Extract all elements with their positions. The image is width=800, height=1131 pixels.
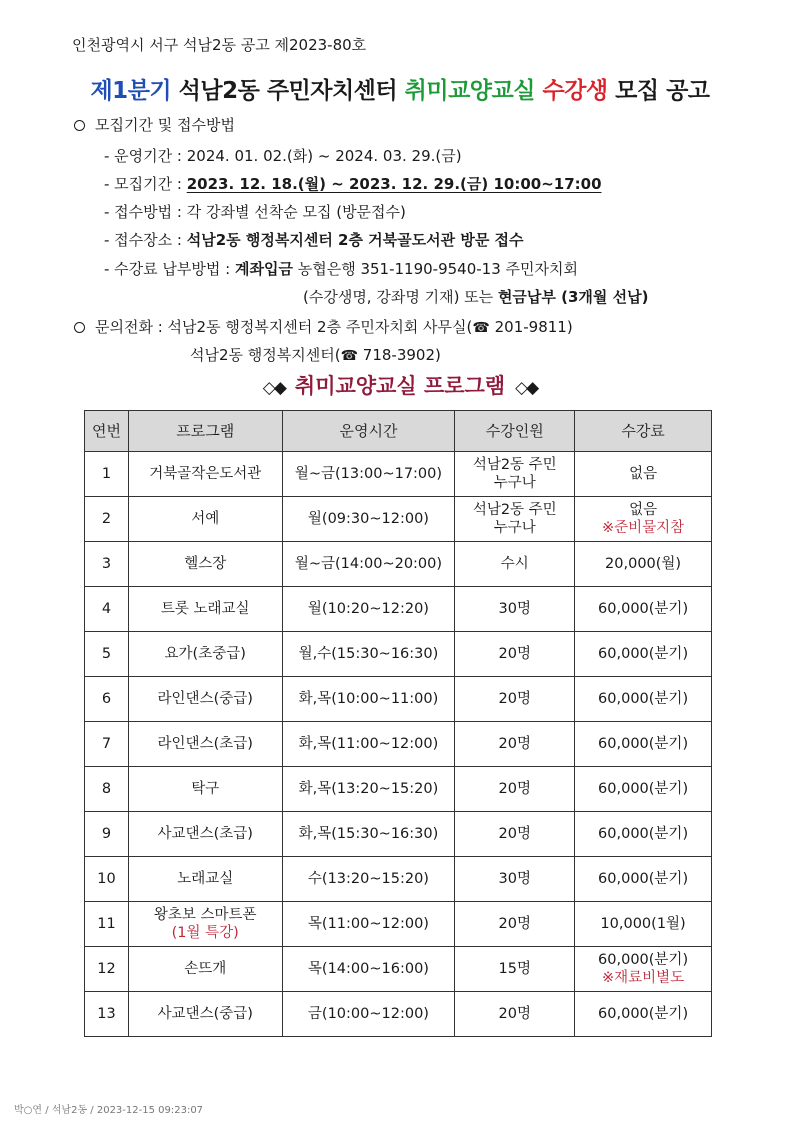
cell-no (85, 812, 129, 857)
cell-capacity (455, 767, 575, 812)
cell-program (128, 767, 282, 812)
cell-time (282, 542, 455, 587)
table-row (85, 812, 712, 857)
cell-time-text: 화,목(10:00~11:00) (298, 691, 439, 707)
cell-fee (575, 947, 712, 992)
cell-capacity (455, 722, 575, 767)
payment-method-label: - 수강료 납부방법 : (104, 260, 235, 278)
cell-program (128, 992, 282, 1037)
cell-no (85, 632, 129, 677)
contact-phone (74, 316, 573, 337)
application-place-value: 석남2동 행정복지센터 2층 거북골도서관 방문 접수 (186, 231, 524, 249)
table-row (85, 857, 712, 902)
payment-bank-account: 농협은행 351-1190-9540-13 주민자치회 (292, 260, 578, 278)
payment-note: (수강생명, 강좌명 기재) 또는 (303, 288, 498, 306)
cell-time-text: 월(10:20~12:20) (307, 601, 429, 617)
cell-fee-text: 60,000(분기) (598, 601, 689, 617)
cell-no-text: 1 (101, 466, 112, 482)
cell-no (85, 767, 129, 812)
cell-time-text: 목(11:00~12:00) (307, 916, 429, 932)
cell-no-text: 8 (101, 781, 112, 797)
cell-program-text: 손뜨개 (184, 961, 227, 977)
phone-icon: ☎ (472, 320, 490, 336)
cell-no-text: 13 (97, 1006, 116, 1022)
cell-no (85, 587, 129, 632)
cell-fee-text: 60,000(분기) (598, 646, 689, 662)
cell-fee-text: 20,000(월) (605, 556, 682, 572)
table-row (85, 632, 712, 677)
payment-bank-transfer: 계좌입금 (234, 260, 293, 278)
cell-no (85, 992, 129, 1037)
cell-time (282, 902, 455, 947)
cell-time-text: 월(09:30~12:00) (307, 511, 429, 527)
cell-program (128, 452, 282, 497)
cell-fee-text: 60,000(분기) (598, 871, 689, 887)
cell-program-text: 거북골작은도서관 (149, 466, 262, 482)
cell-program (128, 947, 282, 992)
cell-time-text: 월~금(13:00~17:00) (294, 466, 443, 482)
recruit-period-value: 2023. 12. 18.(월) ~ 2023. 12. 29.(금) 10:00~17:00 (186, 175, 602, 193)
payment-cash: 현금납부 (497, 288, 556, 306)
cell-no-text: 11 (97, 916, 116, 932)
cell-capacity-text: 20명 (498, 646, 531, 662)
cell-time-text: 월,수(15:30~16:30) (298, 646, 439, 662)
cell-capacity-text: 20명 (498, 916, 531, 932)
cell-program-text: 라인댄스(중급) (157, 691, 253, 707)
application-method (104, 201, 406, 222)
cell-no (85, 542, 129, 587)
cell-capacity (455, 677, 575, 722)
title-recruit: 모집 공고 (607, 78, 710, 104)
section-label: 모집기간 및 접수방법 (95, 116, 235, 134)
cell-program-text: 탁구 (191, 781, 220, 797)
program-table-body (85, 452, 712, 1037)
cell-time-text: 금(10:00~12:00) (307, 1006, 429, 1022)
cell-time (282, 992, 455, 1037)
title-quarter: 제1분기 (90, 78, 172, 104)
cell-capacity (455, 632, 575, 677)
recruit-period (104, 173, 602, 194)
cell-program-text: 라인댄스(초급) (157, 736, 253, 752)
cell-capacity-text: 30명 (498, 871, 531, 887)
cell-fee-text: 60,000(분기) (598, 736, 689, 752)
cell-time (282, 857, 455, 902)
cell-capacity (455, 587, 575, 632)
cell-fee (575, 632, 712, 677)
cell-capacity (455, 902, 575, 947)
table-row (85, 902, 712, 947)
payment-method-line2 (303, 286, 648, 307)
cell-capacity-text: 20명 (498, 781, 531, 797)
cell-time (282, 587, 455, 632)
table-row (85, 587, 712, 632)
notice-number: 인천광역시 서구 석남2동 공고 제2023-80호 (72, 36, 367, 54)
cell-program-text: 헬스장 (184, 556, 227, 572)
cell-fee (575, 722, 712, 767)
section-recruit-heading (74, 114, 235, 135)
cell-fee (575, 452, 712, 497)
cell-fee (575, 677, 712, 722)
cell-no-text: 10 (97, 871, 116, 887)
cell-program-text: 요가(초중급) (164, 646, 246, 662)
title-center: 석남2동 주민자치센터 (171, 78, 405, 104)
cell-capacity (455, 947, 575, 992)
table-row (85, 992, 712, 1037)
cell-time-text: 월~금(14:00~20:00) (294, 556, 443, 572)
cell-capacity-text: 석남2동 주민 누구나 (472, 502, 557, 536)
cell-capacity-text: 수시 (500, 556, 529, 572)
payment-method (104, 258, 578, 279)
cell-time (282, 452, 455, 497)
cell-no-text: 6 (101, 691, 112, 707)
circle-bullet-icon (74, 120, 85, 131)
cell-program (128, 722, 282, 767)
cell-time (282, 722, 455, 767)
cell-no-text: 9 (101, 826, 112, 842)
cell-no (85, 857, 129, 902)
program-table (84, 410, 712, 1037)
cell-fee-text: 60,000(분기) (598, 781, 689, 797)
cell-fee-note: ※준비물지참 (601, 520, 685, 536)
print-footer: 박○연 / 석남2동 / 2023-12-15 09:23:07 (14, 1105, 204, 1116)
operation-period-label: - 운영기간 : (104, 147, 187, 165)
cell-program (128, 632, 282, 677)
application-place (104, 229, 524, 250)
cell-no (85, 452, 129, 497)
cell-program-note: (1월 특강) (171, 925, 239, 941)
cell-fee-text: 없음 (629, 466, 658, 482)
header-no: 연번 (85, 411, 129, 452)
cell-time-text: 목(14:00~16:00) (307, 961, 429, 977)
cell-no-text: 7 (101, 736, 112, 752)
cell-no-text: 12 (97, 961, 116, 977)
cell-fee (575, 902, 712, 947)
cell-program-text: 사교댄스(초급) (157, 826, 253, 842)
cell-no-text: 5 (101, 646, 112, 662)
page-title (0, 72, 800, 105)
program-title (0, 370, 800, 400)
cell-capacity-text: 석남2동 주민 누구나 (472, 457, 557, 491)
header-program: 프로그램 (128, 411, 282, 452)
cell-capacity-text: 30명 (498, 601, 531, 617)
cell-time (282, 497, 455, 542)
cell-program (128, 902, 282, 947)
cell-time-text: 화,목(15:30~16:30) (298, 826, 439, 842)
cell-time (282, 812, 455, 857)
cell-capacity (455, 812, 575, 857)
contact-phone2: 718-3902) (358, 346, 441, 364)
title-students: 수강생 (534, 78, 608, 104)
diamond-icon: ◇◆ (515, 378, 538, 398)
cell-program (128, 497, 282, 542)
recruit-period-label: - 모집기간 : (104, 175, 187, 193)
table-row (85, 497, 712, 542)
application-place-label: - 접수장소 : (104, 231, 187, 249)
cell-no (85, 497, 129, 542)
cell-capacity-text: 20명 (498, 691, 531, 707)
cell-fee-text: 60,000(분기) (598, 826, 689, 842)
contact-label: 문의전화 : 석남2동 행정복지센터 2층 주민자치회 사무실( (95, 318, 473, 336)
cell-capacity-text: 20명 (498, 1006, 531, 1022)
cell-fee (575, 542, 712, 587)
operation-period-value: 2024. 01. 02.(화) ~ 2024. 03. 29.(금) (186, 147, 462, 165)
cell-capacity (455, 992, 575, 1037)
cell-no-text: 2 (101, 511, 112, 527)
cell-program-text: 노래교실 (177, 871, 234, 887)
table-row (85, 677, 712, 722)
cell-fee-text: 10,000(1월) (600, 916, 686, 932)
payment-cash-note: (3개월 선납) (555, 288, 649, 306)
cell-time (282, 632, 455, 677)
table-row (85, 542, 712, 587)
cell-program-text: 왕초보 스마트폰 (153, 907, 257, 923)
header-time: 운영시간 (282, 411, 455, 452)
cell-time-text: 수(13:20~15:20) (307, 871, 429, 887)
cell-fee (575, 992, 712, 1037)
diamond-icon: ◇◆ (262, 378, 285, 398)
contact-center: 석남2동 행정복지센터( (190, 346, 341, 364)
cell-program-text: 트롯 노래교실 (160, 601, 250, 617)
cell-capacity-text: 20명 (498, 826, 531, 842)
cell-program (128, 587, 282, 632)
header-capacity: 수강인원 (455, 411, 575, 452)
cell-fee (575, 812, 712, 857)
circle-bullet-icon (74, 322, 85, 333)
cell-capacity (455, 452, 575, 497)
table-header-row (85, 411, 712, 452)
contact-phone-line2 (190, 344, 441, 365)
cell-program-text: 서예 (191, 511, 220, 527)
table-row (85, 452, 712, 497)
cell-fee-text: 60,000(분기) (598, 1006, 689, 1022)
table-row (85, 767, 712, 812)
cell-program (128, 812, 282, 857)
cell-program (128, 857, 282, 902)
cell-capacity-text: 15명 (498, 961, 531, 977)
table-row (85, 947, 712, 992)
cell-no (85, 947, 129, 992)
cell-no-text: 4 (101, 601, 112, 617)
cell-capacity-text: 20명 (498, 736, 531, 752)
cell-time (282, 767, 455, 812)
cell-program (128, 542, 282, 587)
phone-icon: ☎ (340, 348, 359, 364)
cell-no (85, 722, 129, 767)
cell-no (85, 677, 129, 722)
operation-period (104, 145, 462, 166)
cell-capacity (455, 857, 575, 902)
cell-no (85, 902, 129, 947)
cell-capacity (455, 542, 575, 587)
cell-no-text: 3 (101, 556, 112, 572)
cell-program (128, 677, 282, 722)
table-row (85, 722, 712, 767)
cell-time (282, 947, 455, 992)
cell-time-text: 화,목(11:00~12:00) (298, 736, 439, 752)
cell-fee-text: 60,000(분기) (598, 952, 689, 968)
cell-fee (575, 497, 712, 542)
cell-fee-text: 60,000(분기) (598, 691, 689, 707)
cell-capacity (455, 497, 575, 542)
cell-fee (575, 767, 712, 812)
cell-fee-text: 없음 (629, 502, 658, 518)
cell-program-text: 사교댄스(중급) (157, 1006, 253, 1022)
cell-time (282, 677, 455, 722)
cell-fee (575, 857, 712, 902)
application-method-value: 각 강좌별 선착순 모집 (방문접수) (186, 203, 406, 221)
contact-phone1: 201-9811) (489, 318, 573, 336)
cell-fee (575, 587, 712, 632)
header-fee: 수강료 (575, 411, 712, 452)
cell-fee-note: ※재료비별도 (601, 970, 685, 986)
title-class: 취미교양교실 (404, 78, 535, 104)
cell-time-text: 화,목(13:20~15:20) (298, 781, 439, 797)
application-method-label: - 접수방법 : (104, 203, 187, 221)
program-title-text: 취미교양교실 프로그램 (294, 374, 506, 398)
